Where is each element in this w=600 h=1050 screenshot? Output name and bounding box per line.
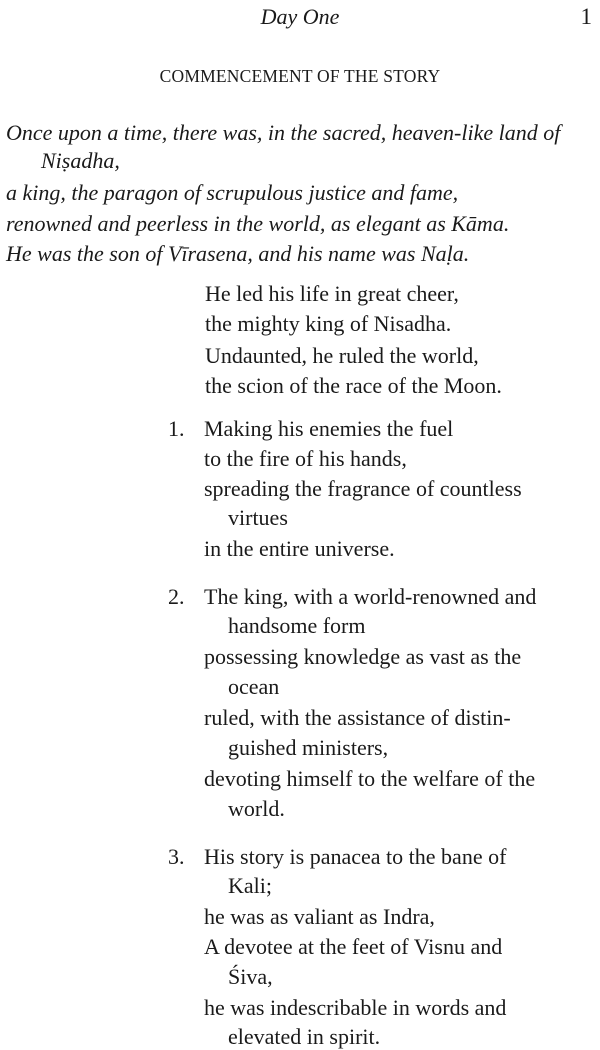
verse-number: 1.: [168, 416, 185, 441]
page-number: 1: [580, 4, 592, 29]
verse-number: 3.: [168, 844, 185, 869]
verse-line: virtues: [228, 505, 288, 530]
verse-line: world.: [228, 796, 285, 821]
intro-line: Once upon a time, there was, in the sacred, heaven-like land of: [6, 120, 561, 145]
intro-line: renowned and peerless in the world, as elegant as Kāma.: [6, 211, 510, 236]
intro-line: a king, the paragon of scrupulous justice and fame,: [6, 180, 459, 205]
verse-number: 2.: [168, 584, 185, 609]
couplet-line: the scion of the race of the Moon.: [205, 373, 502, 398]
verse-line: The king, with a world-renowned and: [204, 584, 537, 609]
couplet-line: He led his life in great cheer,: [205, 281, 459, 306]
verse-line: elevated in spirit.: [228, 1024, 381, 1049]
verse-line: in the entire universe.: [204, 536, 395, 561]
verse-line: devoting himself to the welfare of the: [204, 766, 536, 791]
verse-line: His story is panacea to the bane of: [204, 844, 507, 869]
verse-line: spreading the fragrance of countless: [204, 476, 522, 501]
couplet-line: the mighty king of Nisadha.: [205, 311, 452, 336]
verse-line: ocean: [228, 674, 280, 699]
verse-line: Kali;: [228, 873, 272, 898]
verse-line: possessing knowledge as vast as the: [204, 644, 522, 669]
verse-line: to the fire of his hands,: [204, 446, 407, 471]
verse-line: Śiva,: [228, 964, 273, 989]
verse-line: handsome form: [228, 613, 366, 638]
verse-line: ruled, with the assistance of distin-: [204, 705, 511, 730]
verse-line: he was as valiant as Indra,: [204, 904, 435, 929]
chapter-title: COMMENCEMENT OF THE STORY: [159, 66, 441, 86]
verse-line: Making his enemies the fuel: [204, 416, 454, 441]
intro-line: Niṣadha,: [41, 148, 120, 173]
verse-line: he was indescribable in words and: [204, 995, 507, 1020]
verse-line: A devotee at the feet of Visnu and: [204, 934, 503, 959]
running-header-title: Day One: [260, 4, 340, 29]
couplet-line: Undaunted, he ruled the world,: [205, 343, 479, 368]
intro-line: He was the son of Vīrasena, and his name was Naḷa.: [6, 241, 470, 266]
verse-line: guished ministers,: [228, 735, 389, 760]
